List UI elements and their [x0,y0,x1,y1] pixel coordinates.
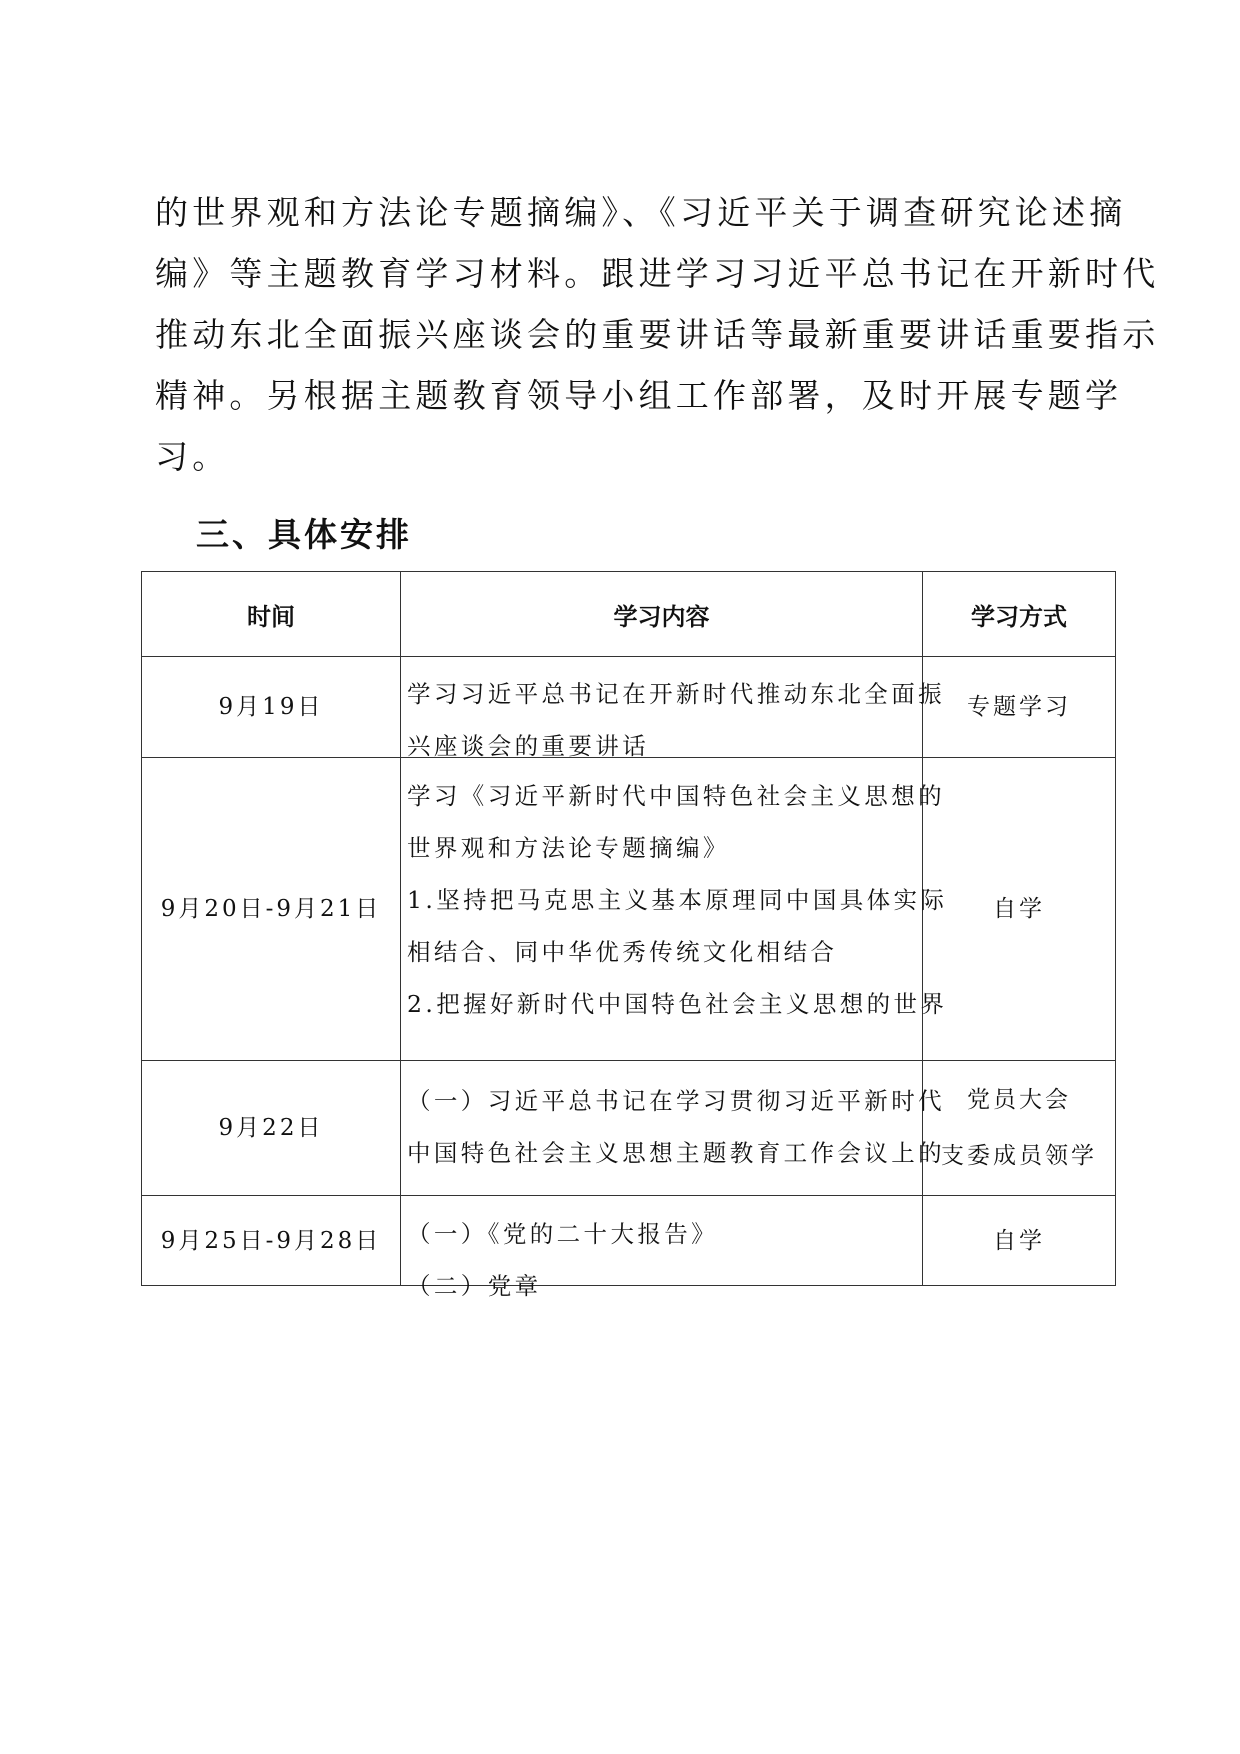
paragraph-line: 编》等主题教育学习材料。跟进学习习近平总书记在开新时代 [155,254,1160,293]
content-line: （一）习近平总书记在学习贯彻习近平新时代 [407,1087,945,1115]
schedule-table [141,571,1116,1300]
content-line: 相结合、同中华优秀传统文化相结合 [407,938,838,966]
method-line: 自学 [993,1227,1045,1254]
paragraph-line: 的世界观和方法论专题摘编》、《习近平关于调查研究论述摘 [155,193,1127,232]
date-cell: 9月22日 [142,1061,401,1196]
content-cell [401,758,948,1061]
method-line: 自学 [993,896,1045,922]
method-cell [923,758,1116,1061]
table-row [142,1061,1116,1196]
content-line: （一）《党的二十大报告》 [407,1220,719,1248]
content-line: 1.坚持把马克思主义基本原理同中国具体实际 [407,886,948,914]
content-cell [401,657,945,760]
section-heading: 三、具体安排 [196,515,412,554]
method-cell [923,1196,1116,1286]
content-cell [401,1061,945,1196]
header-time: 时间 [142,572,401,657]
table-row [142,758,1116,1061]
body-paragraph [155,182,1160,487]
method-cell [923,657,1116,758]
content-line: 2.把握好新时代中国特色社会主义思想的世界 [407,990,948,1018]
content-line: （二）党章 [407,1272,542,1300]
method-cell [923,1061,1116,1196]
content-line: 中国特色社会主义思想主题教育工作会议上的 [407,1139,945,1167]
content-line: 学习《习近平新时代中国特色社会主义思想的 [407,782,945,810]
content-line: 兴座谈会的重要讲话 [407,732,650,760]
paragraph-line: 习。 [155,437,230,476]
table-header-row [142,572,1116,657]
paragraph-line: 推动东北全面振兴座谈会的重要讲话等最新重要讲话重要指示 [155,315,1160,354]
method-line: 支委成员领学 [941,1143,1097,1169]
date-cell: 9月19日 [142,657,401,758]
content-line: 学习习近平总书记在开新时代推动东北全面振 [407,680,945,708]
method-line: 党员大会 [967,1087,1071,1113]
table-row [142,657,1116,758]
content-line: 世界观和方法论专题摘编》 [407,834,730,862]
header-method: 学习方式 [923,572,1116,657]
content-cell [401,1196,923,1300]
date-cell: 9月20日-9月21日 [142,758,401,1061]
paragraph-line: 精神。另根据主题教育领导小组工作部署，及时开展专题学 [155,376,1123,415]
header-content: 学习内容 [401,572,923,657]
method-line: 专题学习 [967,694,1071,720]
date-cell: 9月25日-9月28日 [142,1196,401,1286]
table-row [142,1196,1116,1286]
